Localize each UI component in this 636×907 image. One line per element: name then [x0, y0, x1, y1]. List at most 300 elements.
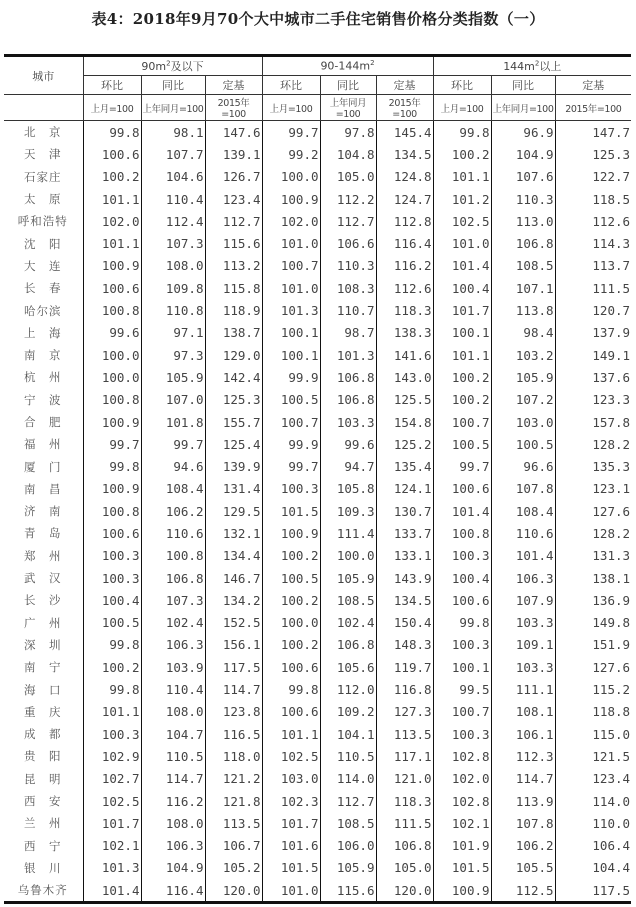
index-value: 100.9 — [83, 478, 141, 500]
table-row — [4, 634, 631, 656]
index-value: 100.3 — [262, 478, 320, 500]
index-value: 134.5 — [376, 589, 433, 611]
index-value: 100.1 — [433, 656, 491, 678]
index-value: 101.1 — [262, 723, 320, 745]
group-label: 144m — [503, 60, 535, 73]
index-value: 118.9 — [205, 299, 262, 321]
index-value: 116.5 — [205, 723, 262, 745]
index-value: 130.7 — [376, 500, 433, 522]
city-name: 济 南 — [4, 500, 83, 522]
index-value: 99.7 — [83, 433, 141, 455]
index-value: 112.4 — [141, 210, 205, 232]
index-value: 104.7 — [141, 723, 205, 745]
index-value: 105.9 — [320, 567, 376, 589]
index-value: 99.7 — [141, 433, 205, 455]
index-value: 99.8 — [433, 612, 491, 634]
index-value: 111.4 — [320, 522, 376, 544]
index-value: 100.0 — [262, 166, 320, 188]
city-name: 北 京 — [4, 121, 83, 144]
index-value: 128.2 — [555, 522, 631, 544]
city-name: 哈尔滨 — [4, 299, 83, 321]
index-value: 105.9 — [320, 857, 376, 879]
sub-header: 定基 — [376, 76, 433, 95]
index-value: 102.8 — [433, 745, 491, 767]
table-row — [4, 277, 631, 299]
table-row — [4, 500, 631, 522]
table-row — [4, 567, 631, 589]
index-value: 128.2 — [555, 433, 631, 455]
index-value: 133.7 — [376, 522, 433, 544]
group-suffix: 以上 — [539, 60, 562, 73]
city-name: 宁 波 — [4, 389, 83, 411]
index-value: 118.5 — [555, 188, 631, 210]
index-value: 97.8 — [320, 121, 376, 144]
group-header-over-144 — [433, 56, 631, 76]
table-body — [4, 121, 631, 903]
index-value: 104.9 — [491, 143, 555, 165]
index-value: 101.0 — [262, 277, 320, 299]
city-name: 大 连 — [4, 255, 83, 277]
index-value: 102.3 — [262, 790, 320, 812]
index-value: 114.3 — [555, 232, 631, 254]
city-name: 青 岛 — [4, 522, 83, 544]
base-header: 上月=100 — [433, 95, 491, 121]
index-value: 106.6 — [320, 232, 376, 254]
group-header-90-144 — [262, 56, 433, 76]
index-value: 110.8 — [141, 299, 205, 321]
index-value: 123.8 — [205, 701, 262, 723]
index-value: 125.4 — [205, 433, 262, 455]
index-value: 100.5 — [491, 433, 555, 455]
index-value: 107.1 — [491, 277, 555, 299]
index-value: 120.7 — [555, 299, 631, 321]
index-value: 112.7 — [320, 210, 376, 232]
index-value: 100.0 — [83, 366, 141, 388]
index-value: 99.6 — [320, 433, 376, 455]
index-value: 100.9 — [262, 188, 320, 210]
index-value: 118.3 — [376, 299, 433, 321]
index-value: 113.5 — [205, 812, 262, 834]
index-value: 112.6 — [376, 277, 433, 299]
sub-header: 环比 — [433, 76, 491, 95]
table-row — [4, 389, 631, 411]
index-value: 117.5 — [205, 656, 262, 678]
index-value: 99.7 — [262, 455, 320, 477]
index-value: 135.4 — [376, 455, 433, 477]
index-value: 101.5 — [262, 500, 320, 522]
index-value: 149.8 — [555, 612, 631, 634]
index-value: 101.4 — [433, 500, 491, 522]
index-value: 108.3 — [320, 277, 376, 299]
group-label: 90-144m — [320, 59, 371, 73]
index-value: 100.2 — [433, 143, 491, 165]
index-value: 101.1 — [83, 188, 141, 210]
index-value: 98.7 — [320, 322, 376, 344]
index-value: 99.8 — [433, 121, 491, 144]
index-value: 102.1 — [433, 812, 491, 834]
index-value: 105.0 — [320, 166, 376, 188]
index-value: 115.6 — [320, 879, 376, 903]
index-value: 155.7 — [205, 411, 262, 433]
index-value: 138.1 — [555, 567, 631, 589]
index-value: 100.3 — [433, 634, 491, 656]
index-value: 135.3 — [555, 455, 631, 477]
index-value: 100.7 — [262, 255, 320, 277]
index-value: 99.9 — [262, 433, 320, 455]
index-value: 115.0 — [555, 723, 631, 745]
index-value: 138.3 — [376, 322, 433, 344]
index-value: 106.8 — [320, 634, 376, 656]
index-value: 100.5 — [83, 612, 141, 634]
index-value: 109.3 — [320, 500, 376, 522]
index-value: 116.2 — [141, 790, 205, 812]
index-value: 110.0 — [555, 812, 631, 834]
table-row — [4, 166, 631, 188]
index-value: 105.8 — [320, 478, 376, 500]
header-group-row — [4, 56, 631, 76]
index-value: 152.5 — [205, 612, 262, 634]
index-value: 122.7 — [555, 166, 631, 188]
index-value: 123.3 — [555, 389, 631, 411]
index-value: 125.3 — [205, 389, 262, 411]
index-value: 100.9 — [433, 879, 491, 903]
index-value: 100.4 — [83, 589, 141, 611]
index-value: 145.4 — [376, 121, 433, 144]
index-value: 118.3 — [376, 790, 433, 812]
index-value: 143.9 — [376, 567, 433, 589]
index-value: 149.1 — [555, 344, 631, 366]
base-header: 2015年=100 — [376, 95, 433, 121]
index-value: 108.4 — [141, 478, 205, 500]
city-name: 长 春 — [4, 277, 83, 299]
city-name: 上 海 — [4, 322, 83, 344]
index-value: 110.4 — [141, 188, 205, 210]
index-value: 100.6 — [83, 143, 141, 165]
index-value: 108.5 — [320, 589, 376, 611]
city-name: 合 肥 — [4, 411, 83, 433]
index-value: 121.2 — [205, 768, 262, 790]
index-value: 97.3 — [141, 344, 205, 366]
index-value: 103.9 — [141, 656, 205, 678]
index-value: 104.4 — [555, 857, 631, 879]
index-value: 109.2 — [320, 701, 376, 723]
index-value: 111.5 — [555, 277, 631, 299]
table-row — [4, 232, 631, 254]
index-value: 101.3 — [83, 857, 141, 879]
index-value: 116.2 — [376, 255, 433, 277]
index-value: 100.3 — [83, 545, 141, 567]
index-value: 116.4 — [376, 232, 433, 254]
price-index-table — [4, 54, 631, 904]
city-name: 天 津 — [4, 143, 83, 165]
index-value: 147.6 — [205, 121, 262, 144]
index-value: 104.1 — [320, 723, 376, 745]
index-value: 112.0 — [320, 678, 376, 700]
index-value: 107.6 — [491, 166, 555, 188]
index-value: 106.8 — [376, 835, 433, 857]
table-row — [4, 835, 631, 857]
index-value: 114.0 — [320, 768, 376, 790]
base-header: 上年同月=100 — [320, 95, 376, 121]
base-header: 上年同月=100 — [491, 95, 555, 121]
index-value: 123.4 — [555, 768, 631, 790]
index-value: 114.7 — [491, 768, 555, 790]
index-value: 102.4 — [141, 612, 205, 634]
index-value: 106.7 — [205, 835, 262, 857]
index-value: 110.4 — [141, 678, 205, 700]
index-value: 101.3 — [262, 299, 320, 321]
index-value: 119.7 — [376, 656, 433, 678]
index-value: 134.5 — [376, 143, 433, 165]
city-name: 广 州 — [4, 612, 83, 634]
index-value: 105.0 — [376, 857, 433, 879]
index-value: 108.4 — [491, 500, 555, 522]
index-value: 100.6 — [262, 701, 320, 723]
index-value: 104.6 — [141, 166, 205, 188]
index-value: 99.2 — [262, 143, 320, 165]
index-value: 106.3 — [141, 835, 205, 857]
city-name: 乌鲁木齐 — [4, 879, 83, 903]
index-value: 136.9 — [555, 589, 631, 611]
index-value: 105.9 — [491, 366, 555, 388]
index-value: 148.3 — [376, 634, 433, 656]
index-value: 100.8 — [433, 522, 491, 544]
index-value: 101.7 — [433, 299, 491, 321]
index-value: 96.9 — [491, 121, 555, 144]
index-value: 100.8 — [83, 500, 141, 522]
index-value: 108.0 — [141, 812, 205, 834]
table-row — [4, 143, 631, 165]
index-value: 106.8 — [320, 389, 376, 411]
index-value: 100.2 — [433, 389, 491, 411]
index-value: 99.9 — [262, 366, 320, 388]
index-value: 107.2 — [491, 389, 555, 411]
index-value: 112.3 — [491, 745, 555, 767]
index-value: 123.1 — [555, 478, 631, 500]
index-value: 100.9 — [83, 255, 141, 277]
table-row — [4, 857, 631, 879]
table-row — [4, 188, 631, 210]
index-value: 112.8 — [376, 210, 433, 232]
index-value: 102.0 — [83, 210, 141, 232]
table-row — [4, 768, 631, 790]
city-header: 城市 — [4, 56, 83, 95]
index-value: 137.6 — [555, 366, 631, 388]
index-value: 107.3 — [141, 589, 205, 611]
index-value: 157.8 — [555, 411, 631, 433]
index-value: 106.4 — [555, 835, 631, 857]
index-value: 101.3 — [320, 344, 376, 366]
city-name: 成 都 — [4, 723, 83, 745]
sub-header: 环比 — [262, 76, 320, 95]
sub-header: 定基 — [555, 76, 631, 95]
city-name: 呼和浩特 — [4, 210, 83, 232]
index-value: 109.8 — [141, 277, 205, 299]
city-name: 石家庄 — [4, 166, 83, 188]
index-value: 127.6 — [555, 656, 631, 678]
table-row — [4, 366, 631, 388]
base-header: 上月=100 — [262, 95, 320, 121]
base-header: 上月=100 — [83, 95, 141, 121]
index-value: 99.8 — [83, 121, 141, 144]
index-value: 101.4 — [433, 255, 491, 277]
city-name: 沈 阳 — [4, 232, 83, 254]
index-value: 100.0 — [262, 612, 320, 634]
index-value: 103.3 — [491, 612, 555, 634]
index-value: 126.7 — [205, 166, 262, 188]
index-value: 102.9 — [83, 745, 141, 767]
index-value: 106.2 — [141, 500, 205, 522]
index-value: 102.5 — [433, 210, 491, 232]
index-value: 121.0 — [376, 768, 433, 790]
index-value: 150.4 — [376, 612, 433, 634]
index-value: 106.2 — [491, 835, 555, 857]
city-header-blank — [4, 95, 83, 121]
index-value: 101.5 — [262, 857, 320, 879]
index-value: 107.9 — [491, 589, 555, 611]
index-value: 134.2 — [205, 589, 262, 611]
table-row — [4, 790, 631, 812]
index-value: 98.1 — [141, 121, 205, 144]
header-base-row — [4, 95, 631, 121]
index-value: 104.9 — [141, 857, 205, 879]
group-suffix: 及以下 — [170, 60, 204, 73]
index-value: 106.8 — [141, 567, 205, 589]
index-value: 134.4 — [205, 545, 262, 567]
index-value: 156.1 — [205, 634, 262, 656]
index-value: 110.5 — [141, 745, 205, 767]
sub-header: 同比 — [320, 76, 376, 95]
index-value: 113.0 — [491, 210, 555, 232]
index-value: 112.6 — [555, 210, 631, 232]
index-value: 109.1 — [491, 634, 555, 656]
index-value: 99.8 — [83, 455, 141, 477]
index-value: 113.7 — [555, 255, 631, 277]
table-row — [4, 299, 631, 321]
index-value: 100.1 — [262, 322, 320, 344]
base-header: 2015年=100 — [205, 95, 262, 121]
index-value: 111.1 — [491, 678, 555, 700]
city-name: 海 口 — [4, 678, 83, 700]
index-value: 98.4 — [491, 322, 555, 344]
index-value: 117.1 — [376, 745, 433, 767]
index-value: 131.4 — [205, 478, 262, 500]
index-value: 102.0 — [262, 210, 320, 232]
index-value: 131.3 — [555, 545, 631, 567]
city-name: 西 安 — [4, 790, 83, 812]
index-value: 115.2 — [555, 678, 631, 700]
index-value: 104.8 — [320, 143, 376, 165]
sub-header: 环比 — [83, 76, 141, 95]
index-value: 132.1 — [205, 522, 262, 544]
city-name: 长 沙 — [4, 589, 83, 611]
index-value: 100.2 — [262, 545, 320, 567]
index-value: 100.6 — [433, 478, 491, 500]
index-value: 100.0 — [83, 344, 141, 366]
index-value: 125.3 — [555, 143, 631, 165]
table-row — [4, 322, 631, 344]
city-name: 西 宁 — [4, 835, 83, 857]
index-value: 110.7 — [320, 299, 376, 321]
group-label: 90m — [141, 60, 167, 73]
index-value: 107.0 — [141, 389, 205, 411]
group-sup: 2 — [166, 59, 171, 68]
index-value: 129.0 — [205, 344, 262, 366]
index-value: 99.8 — [83, 634, 141, 656]
index-value: 117.5 — [555, 879, 631, 903]
index-value: 116.8 — [376, 678, 433, 700]
index-value: 102.7 — [83, 768, 141, 790]
index-value: 133.1 — [376, 545, 433, 567]
table-row — [4, 210, 631, 232]
index-value: 100.2 — [83, 656, 141, 678]
index-value: 100.9 — [262, 522, 320, 544]
table-row — [4, 678, 631, 700]
city-name: 贵 阳 — [4, 745, 83, 767]
index-value: 100.8 — [141, 545, 205, 567]
group-sup: 2 — [370, 59, 375, 68]
index-value: 102.8 — [433, 790, 491, 812]
index-value: 142.4 — [205, 366, 262, 388]
city-name: 福 州 — [4, 433, 83, 455]
index-value: 103.3 — [320, 411, 376, 433]
index-value: 110.5 — [320, 745, 376, 767]
index-value: 106.8 — [491, 232, 555, 254]
index-value: 110.6 — [491, 522, 555, 544]
index-value: 101.5 — [433, 857, 491, 879]
index-value: 103.0 — [491, 411, 555, 433]
index-value: 101.6 — [262, 835, 320, 857]
index-value: 121.5 — [555, 745, 631, 767]
index-value: 101.1 — [433, 344, 491, 366]
index-value: 108.0 — [141, 701, 205, 723]
sub-header: 定基 — [205, 76, 262, 95]
index-value: 101.4 — [83, 879, 141, 903]
index-value: 100.9 — [83, 411, 141, 433]
index-value: 99.8 — [83, 678, 141, 700]
index-value: 99.7 — [433, 455, 491, 477]
index-value: 101.0 — [433, 232, 491, 254]
table-title: 表4：2018年9月70个大中城市二手住宅销售价格分类指数（一） — [91, 10, 545, 28]
index-value: 100.7 — [433, 701, 491, 723]
index-value: 120.0 — [376, 879, 433, 903]
index-value: 114.7 — [141, 768, 205, 790]
city-name: 郑 州 — [4, 545, 83, 567]
index-value: 127.6 — [555, 500, 631, 522]
index-value: 100.6 — [262, 656, 320, 678]
index-value: 102.0 — [433, 768, 491, 790]
index-value: 113.5 — [376, 723, 433, 745]
index-value: 106.8 — [320, 366, 376, 388]
index-value: 106.3 — [141, 634, 205, 656]
index-value: 112.7 — [205, 210, 262, 232]
city-name: 太 原 — [4, 188, 83, 210]
index-value: 100.1 — [262, 344, 320, 366]
index-value: 101.8 — [141, 411, 205, 433]
index-value: 100.3 — [83, 567, 141, 589]
index-value: 108.1 — [491, 701, 555, 723]
city-name: 南 京 — [4, 344, 83, 366]
index-value: 101.0 — [262, 232, 320, 254]
city-name: 重 庆 — [4, 701, 83, 723]
index-value: 99.5 — [433, 678, 491, 700]
index-value: 101.7 — [83, 812, 141, 834]
index-value: 100.8 — [83, 389, 141, 411]
index-value: 138.7 — [205, 322, 262, 344]
index-value: 100.1 — [433, 322, 491, 344]
index-value: 106.1 — [491, 723, 555, 745]
table-row — [4, 879, 631, 903]
